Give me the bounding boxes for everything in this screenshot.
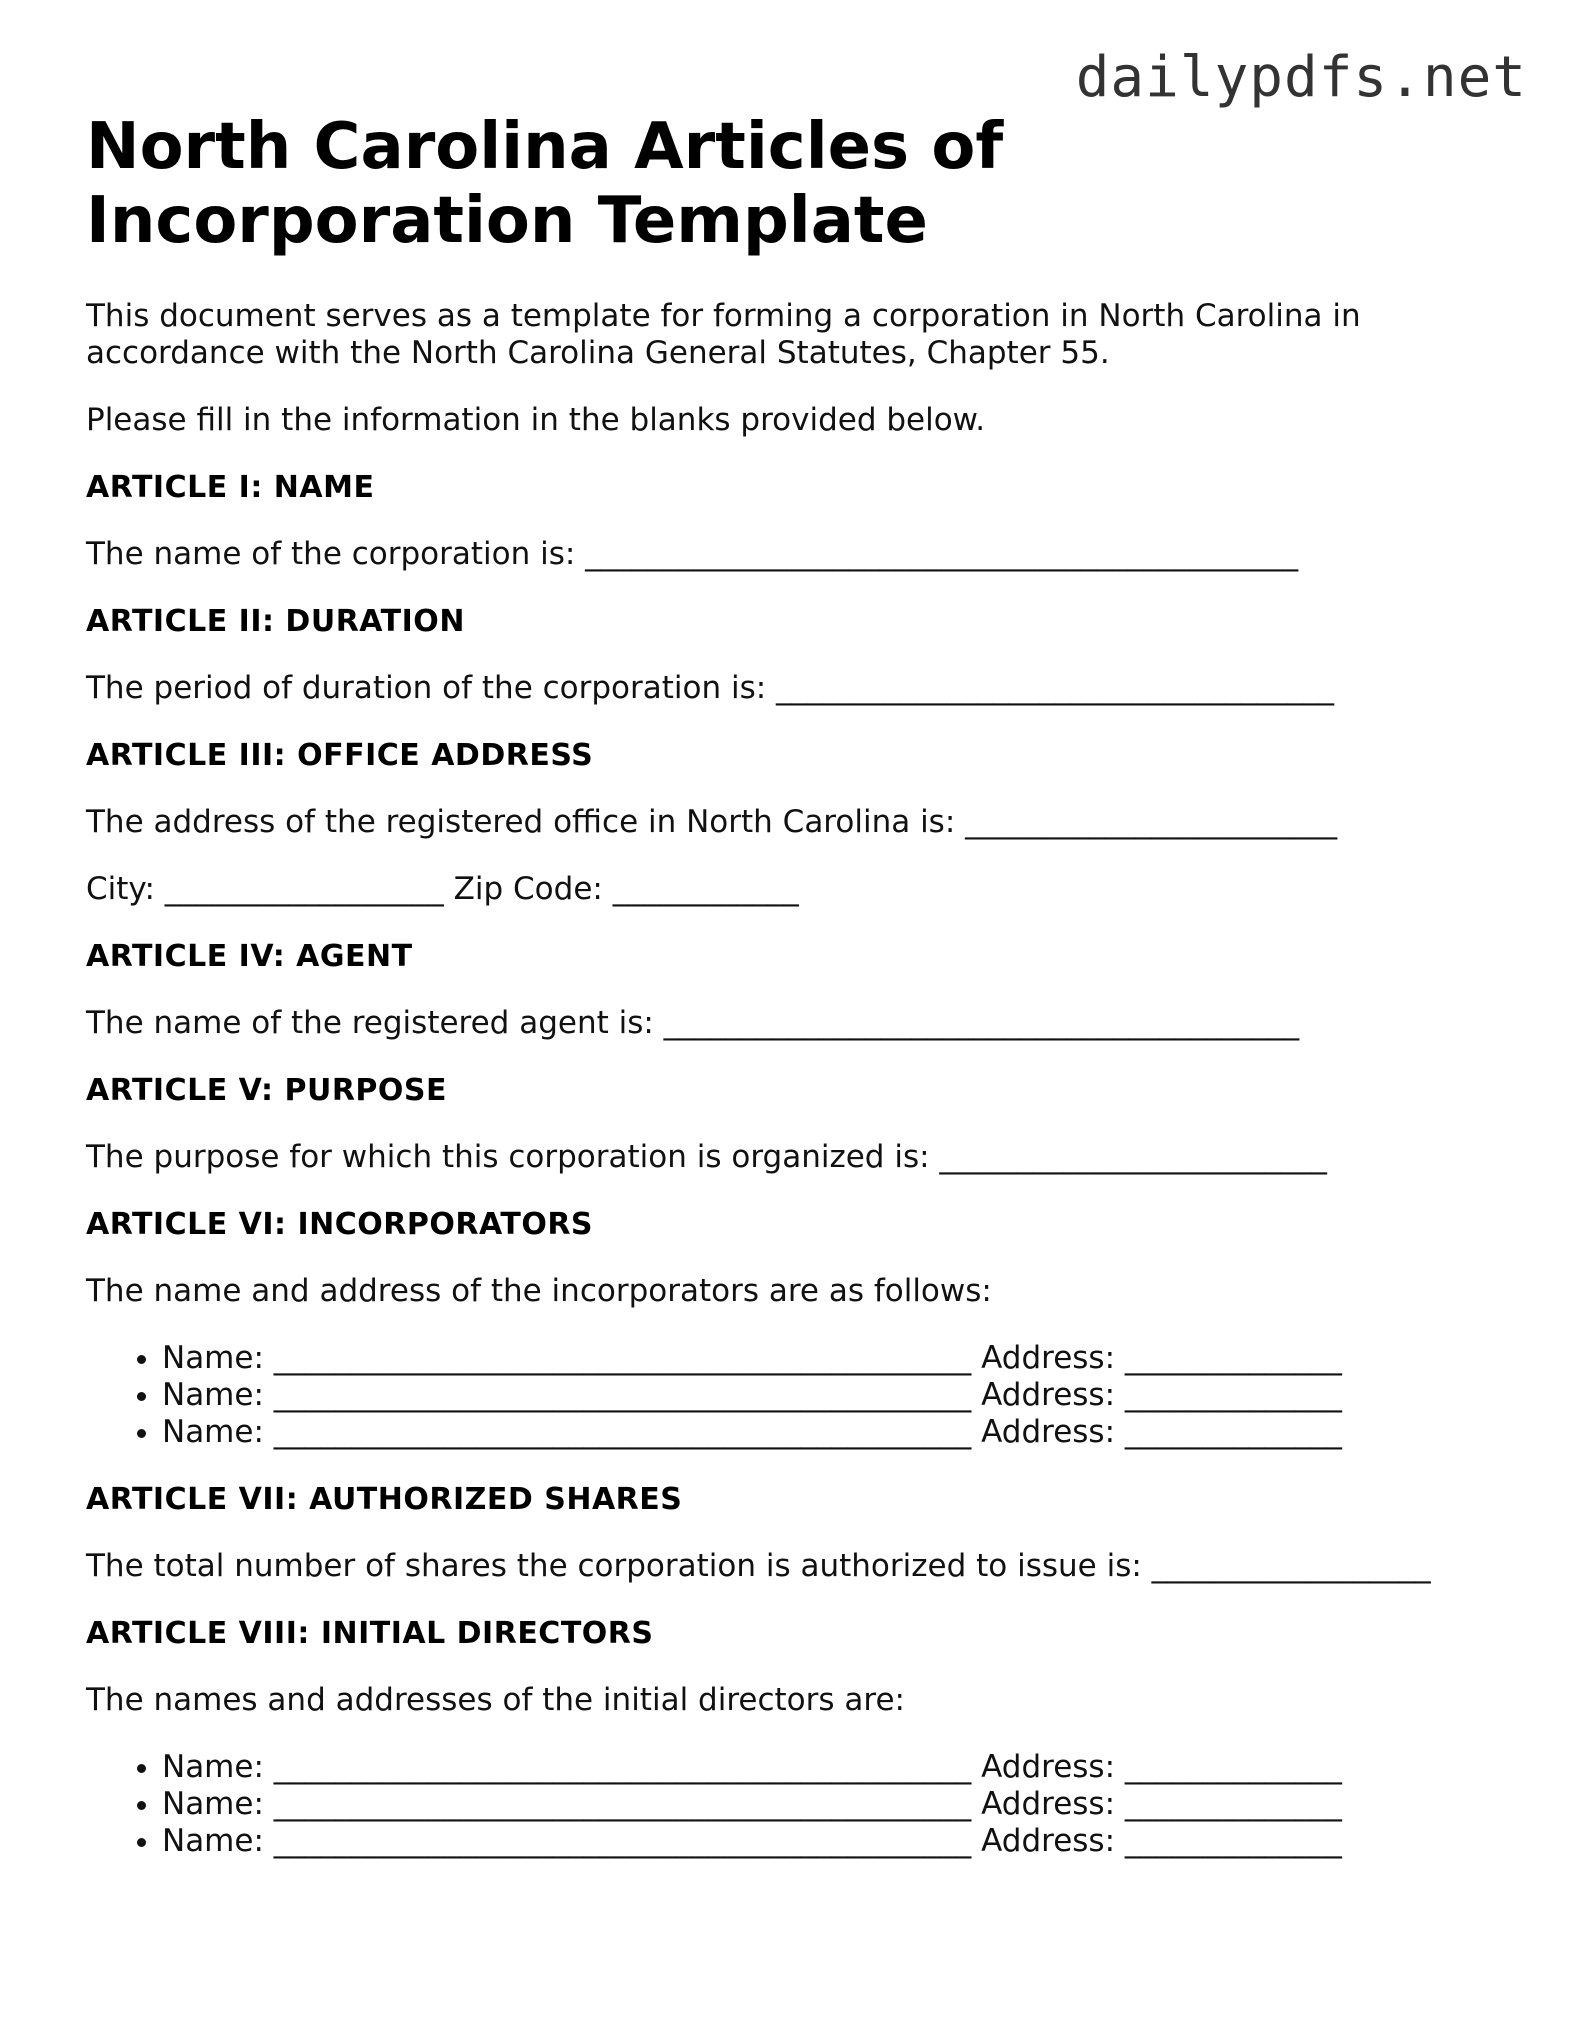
incorporators-list [86, 1340, 1506, 1451]
instructions-paragraph: Please fill in the information in the blanks provided below. [86, 402, 986, 438]
article-8-heading: ARTICLE VIII: INITIAL DIRECTORS [86, 1616, 654, 1651]
office-address-field[interactable]: The address of the registered office in North Carolina is: ________________________ [86, 804, 1338, 840]
article-6-heading: ARTICLE VI: INCORPORATORS [86, 1207, 594, 1242]
incorporators-intro: The name and address of the incorporators are as follows: [86, 1273, 992, 1309]
duration-field[interactable]: The period of duration of the corporation is: ____________________________________ [86, 670, 1335, 706]
article-5-heading: ARTICLE V: PURPOSE [86, 1073, 448, 1108]
document-title: North Carolina Articles of Incorporation Template [86, 110, 1004, 258]
article-3-heading: ARTICLE III: OFFICE ADDRESS [86, 738, 594, 773]
incorporator-item[interactable]: • Name: _____________________________________________ Address: ______________ [162, 1377, 1506, 1414]
article-4-heading: ARTICLE IV: AGENT [86, 939, 413, 974]
director-item[interactable]: • Name: _____________________________________________ Address: ______________ [162, 1823, 1506, 1860]
article-2-heading: ARTICLE II: DURATION [86, 604, 465, 639]
director-item[interactable]: • Name: _____________________________________________ Address: ______________ [162, 1786, 1506, 1823]
document-body [86, 110, 1506, 1890]
article-7-heading: ARTICLE VII: AUTHORIZED SHARES [86, 1482, 683, 1517]
directors-list [86, 1749, 1506, 1860]
director-item[interactable]: • Name: _____________________________________________ Address: ______________ [162, 1749, 1506, 1786]
directors-intro: The names and addresses of the initial directors are: [86, 1682, 905, 1718]
authorized-shares-field[interactable]: The total number of shares the corporation is authorized to issue is: __________________ [86, 1548, 1431, 1584]
corporation-name-field[interactable]: The name of the corporation is: ______________________________________________ [86, 536, 1299, 572]
incorporator-item[interactable]: • Name: _____________________________________________ Address: ______________ [162, 1340, 1506, 1377]
registered-agent-field[interactable]: The name of the registered agent is: _________________________________________ [86, 1005, 1300, 1041]
intro-paragraph: This document serves as a template for forming a corporation in North Carolina in accordance with the North Carolina General Statutes, Chapter 55. [86, 298, 1361, 371]
watermark-text: dailypdfs.net [1075, 45, 1527, 110]
city-zip-field[interactable]: City: __________________ Zip Code: ____________ [86, 871, 799, 907]
article-1-heading: ARTICLE I: NAME [86, 470, 375, 505]
incorporator-item[interactable]: • Name: _____________________________________________ Address: ______________ [162, 1414, 1506, 1451]
purpose-field[interactable]: The purpose for which this corporation is organized is: _________________________ [86, 1139, 1327, 1175]
